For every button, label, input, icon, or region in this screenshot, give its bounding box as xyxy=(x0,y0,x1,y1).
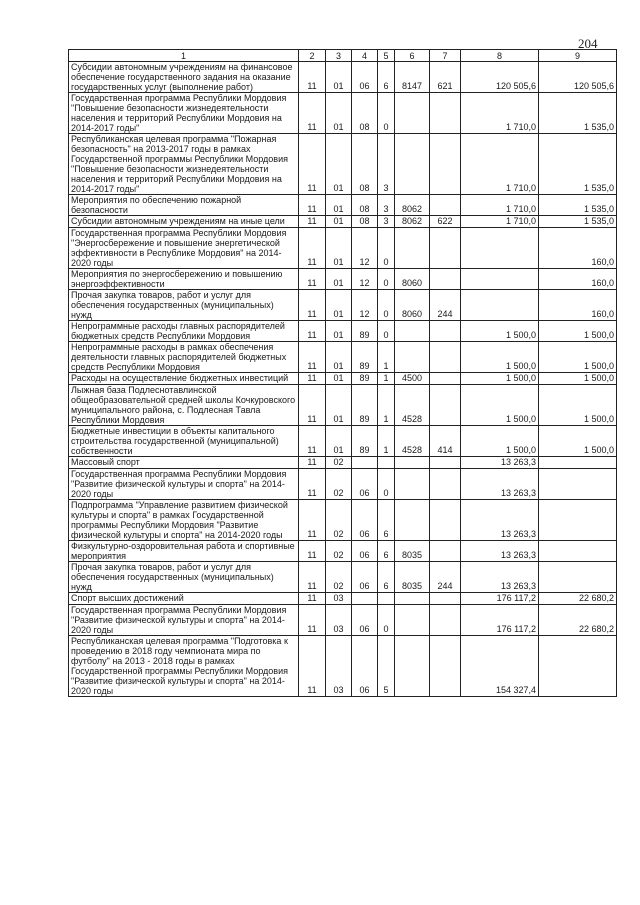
amount-cell xyxy=(461,228,539,269)
subsection-code-cell: 03 xyxy=(326,636,352,697)
direction-code-cell: 8035 xyxy=(395,541,430,562)
name-cell: Республиканская целевая программа "Пожарная безопасность" на 2013-2017 годы в рамках Государственной программы Республики Мордовия "Повышение безопасности жизнедеятельности населения и территорий Республики Мордовия на 2014-2017 годы" xyxy=(69,134,299,195)
program-code-cell xyxy=(352,593,378,605)
table-row xyxy=(69,290,617,321)
subsection-code-cell: 01 xyxy=(326,373,352,385)
program-code-cell: 89 xyxy=(352,373,378,385)
section-code-cell: 11 xyxy=(299,605,326,636)
amount-cell: 1 500,0 xyxy=(461,426,539,457)
section-code-cell: 11 xyxy=(299,228,326,269)
table-row xyxy=(69,426,617,457)
amount-cell: 1 500,0 xyxy=(539,385,617,426)
table-row xyxy=(69,636,617,697)
subprogram-code-cell: 0 xyxy=(378,469,395,500)
section-code-cell: 11 xyxy=(299,541,326,562)
section-code-cell: 11 xyxy=(299,134,326,195)
expense-type-cell xyxy=(430,469,461,500)
amount-cell xyxy=(461,290,539,321)
subprogram-code-cell: 6 xyxy=(378,62,395,93)
expense-type-cell xyxy=(430,541,461,562)
name-cell: Подпрограмма "Управление развитием физической культуры и спорта" в рамках Государственной программы Республики Мордовия "Развитие физической культуры и спорта" на 2014-2020 годы xyxy=(69,500,299,541)
column-header: 9 xyxy=(539,50,617,62)
subsection-code-cell: 01 xyxy=(326,195,352,216)
column-header: 8 xyxy=(461,50,539,62)
program-code-cell: 08 xyxy=(352,216,378,228)
table-row xyxy=(69,216,617,228)
program-code-cell: 06 xyxy=(352,636,378,697)
subsection-code-cell: 01 xyxy=(326,269,352,290)
expense-type-cell xyxy=(430,321,461,342)
amount-cell: 160,0 xyxy=(539,228,617,269)
direction-code-cell: 8060 xyxy=(395,290,430,321)
amount-cell: 176 117,2 xyxy=(461,605,539,636)
subprogram-code-cell xyxy=(378,457,395,469)
section-code-cell: 11 xyxy=(299,195,326,216)
expense-type-cell xyxy=(430,93,461,134)
expense-type-cell xyxy=(430,457,461,469)
amount-cell: 22 680,2 xyxy=(539,605,617,636)
amount-cell: 13 263,3 xyxy=(461,541,539,562)
subprogram-code-cell: 6 xyxy=(378,562,395,593)
table-row xyxy=(69,321,617,342)
table-row xyxy=(69,469,617,500)
name-cell: Субсидии автономным учреждениям на иные цели xyxy=(69,216,299,228)
direction-code-cell: 8062 xyxy=(395,216,430,228)
amount-cell: 1 535,0 xyxy=(539,195,617,216)
amount-cell xyxy=(539,541,617,562)
subprogram-code-cell: 1 xyxy=(378,385,395,426)
table-row xyxy=(69,134,617,195)
name-cell: Бюджетные инвестиции в объекты капитального строительства государственной (муниципальной) собственности xyxy=(69,426,299,457)
amount-cell: 13 263,3 xyxy=(461,469,539,500)
subprogram-code-cell: 0 xyxy=(378,290,395,321)
section-code-cell: 11 xyxy=(299,216,326,228)
subprogram-code-cell: 1 xyxy=(378,342,395,373)
amount-cell xyxy=(539,562,617,593)
table-row xyxy=(69,500,617,541)
section-code-cell: 11 xyxy=(299,562,326,593)
name-cell: Прочая закупка товаров, работ и услуг для обеспечения государственных (муниципальных) нужд xyxy=(69,290,299,321)
table-row xyxy=(69,373,617,385)
table-row xyxy=(69,562,617,593)
expense-type-cell: 622 xyxy=(430,216,461,228)
name-cell: Мероприятия по энергосбережению и повышению энергоэффективности xyxy=(69,269,299,290)
direction-code-cell: 4500 xyxy=(395,373,430,385)
name-cell: Массовый спорт xyxy=(69,457,299,469)
amount-cell: 13 263,3 xyxy=(461,562,539,593)
table-row xyxy=(69,457,617,469)
amount-cell: 1 500,0 xyxy=(539,342,617,373)
amount-cell xyxy=(539,636,617,697)
expense-type-cell xyxy=(430,269,461,290)
amount-cell xyxy=(461,269,539,290)
expense-type-cell xyxy=(430,228,461,269)
direction-code-cell xyxy=(395,457,430,469)
program-code-cell: 08 xyxy=(352,134,378,195)
program-code-cell: 89 xyxy=(352,321,378,342)
subsection-code-cell: 01 xyxy=(326,342,352,373)
subsection-code-cell: 02 xyxy=(326,541,352,562)
amount-cell: 1 535,0 xyxy=(539,93,617,134)
table-row xyxy=(69,195,617,216)
amount-cell: 1 500,0 xyxy=(539,373,617,385)
direction-code-cell: 8060 xyxy=(395,269,430,290)
program-code-cell: 12 xyxy=(352,269,378,290)
section-code-cell: 11 xyxy=(299,593,326,605)
table-row xyxy=(69,93,617,134)
table-row xyxy=(69,385,617,426)
program-code-cell: 08 xyxy=(352,195,378,216)
amount-cell: 160,0 xyxy=(539,269,617,290)
amount-cell: 1 500,0 xyxy=(461,321,539,342)
subsection-code-cell: 01 xyxy=(326,321,352,342)
name-cell: Непрограммные расходы в рамках обеспечения деятельности главных распорядителей бюджетных средств Республики Мордовия xyxy=(69,342,299,373)
amount-cell xyxy=(539,500,617,541)
subsection-code-cell: 01 xyxy=(326,216,352,228)
section-code-cell: 11 xyxy=(299,290,326,321)
amount-cell: 1 500,0 xyxy=(539,426,617,457)
subprogram-code-cell: 3 xyxy=(378,216,395,228)
table-row xyxy=(69,228,617,269)
direction-code-cell xyxy=(395,342,430,373)
subsection-code-cell: 01 xyxy=(326,134,352,195)
amount-cell: 13 263,3 xyxy=(461,500,539,541)
direction-code-cell xyxy=(395,593,430,605)
subsection-code-cell: 01 xyxy=(326,385,352,426)
amount-cell: 1 500,0 xyxy=(539,321,617,342)
amount-cell: 1 710,0 xyxy=(461,93,539,134)
subprogram-code-cell xyxy=(378,593,395,605)
section-code-cell: 11 xyxy=(299,321,326,342)
section-code-cell: 11 xyxy=(299,62,326,93)
expense-type-cell xyxy=(430,636,461,697)
subprogram-code-cell: 3 xyxy=(378,195,395,216)
table-body xyxy=(69,62,617,697)
program-code-cell: 06 xyxy=(352,605,378,636)
direction-code-cell: 4528 xyxy=(395,385,430,426)
name-cell: Государственная программа Республики Мордовия "Повышение безопасности жизнедеятельности населения и территорий Республики Мордовия на 2014-2017 годы" xyxy=(69,93,299,134)
section-code-cell: 11 xyxy=(299,373,326,385)
expense-type-cell xyxy=(430,605,461,636)
column-header: 6 xyxy=(395,50,430,62)
program-code-cell xyxy=(352,457,378,469)
column-header: 5 xyxy=(378,50,395,62)
direction-code-cell: 8062 xyxy=(395,195,430,216)
column-header: 2 xyxy=(299,50,326,62)
program-code-cell: 08 xyxy=(352,93,378,134)
program-code-cell: 06 xyxy=(352,469,378,500)
name-cell: Мероприятия по обеспечению пожарной безопасности xyxy=(69,195,299,216)
table-row xyxy=(69,541,617,562)
subprogram-code-cell: 0 xyxy=(378,321,395,342)
direction-code-cell: 4528 xyxy=(395,426,430,457)
budget-table xyxy=(68,49,617,697)
section-code-cell: 11 xyxy=(299,426,326,457)
program-code-cell: 89 xyxy=(352,426,378,457)
direction-code-cell xyxy=(395,605,430,636)
amount-cell xyxy=(539,469,617,500)
name-cell: Республиканская целевая программа "Подготовка к проведению в 2018 году чемпионата мира по футболу" на 2013 - 2018 годы в рамках Государственной программы Республики Мордовия "Развитие физической культуры и спорта" на 2014-2020 годы xyxy=(69,636,299,697)
amount-cell: 1 535,0 xyxy=(539,216,617,228)
program-code-cell: 89 xyxy=(352,385,378,426)
direction-code-cell xyxy=(395,636,430,697)
name-cell: Государственная программа Республики Мордовия "Развитие физической культуры и спорта" на 2014-2020 годы xyxy=(69,469,299,500)
expense-type-cell xyxy=(430,195,461,216)
section-code-cell: 11 xyxy=(299,500,326,541)
name-cell: Прочая закупка товаров, работ и услуг для обеспечения государственных (муниципальных) нужд xyxy=(69,562,299,593)
program-code-cell: 06 xyxy=(352,500,378,541)
subprogram-code-cell: 0 xyxy=(378,605,395,636)
amount-cell: 22 680,2 xyxy=(539,593,617,605)
amount-cell: 176 117,2 xyxy=(461,593,539,605)
amount-cell: 1 500,0 xyxy=(461,342,539,373)
subsection-code-cell: 03 xyxy=(326,605,352,636)
name-cell: Спорт высших достижений xyxy=(69,593,299,605)
header-row xyxy=(69,50,617,62)
amount-cell: 1 500,0 xyxy=(461,373,539,385)
expense-type-cell: 244 xyxy=(430,290,461,321)
table-row xyxy=(69,342,617,373)
subprogram-code-cell: 0 xyxy=(378,228,395,269)
subsection-code-cell: 02 xyxy=(326,469,352,500)
direction-code-cell: 8035 xyxy=(395,562,430,593)
amount-cell: 120 505,6 xyxy=(539,62,617,93)
expense-type-cell xyxy=(430,342,461,373)
subsection-code-cell: 01 xyxy=(326,426,352,457)
name-cell: Расходы на осуществление бюджетных инвестиций xyxy=(69,373,299,385)
program-code-cell: 89 xyxy=(352,342,378,373)
direction-code-cell xyxy=(395,134,430,195)
amount-cell: 1 500,0 xyxy=(461,385,539,426)
expense-type-cell xyxy=(430,500,461,541)
program-code-cell: 12 xyxy=(352,228,378,269)
amount-cell: 1 535,0 xyxy=(539,134,617,195)
subsection-code-cell: 03 xyxy=(326,593,352,605)
subsection-code-cell: 02 xyxy=(326,500,352,541)
table-row xyxy=(69,605,617,636)
amount-cell: 160,0 xyxy=(539,290,617,321)
subsection-code-cell: 01 xyxy=(326,62,352,93)
name-cell: Государственная программа Республики Мордовия "Развитие физической культуры и спорта" на 2014-2020 годы xyxy=(69,605,299,636)
subprogram-code-cell: 0 xyxy=(378,93,395,134)
name-cell: Лыжная база Подлеснотавлинской общеобразовательной средней школы Кочкуровского муниципального района, с. Подлесная Тавла Республики Мордовия xyxy=(69,385,299,426)
column-header: 3 xyxy=(326,50,352,62)
column-header: 1 xyxy=(69,50,299,62)
amount-cell: 1 710,0 xyxy=(461,134,539,195)
section-code-cell: 11 xyxy=(299,636,326,697)
subprogram-code-cell: 0 xyxy=(378,269,395,290)
name-cell: Физкультурно-оздоровительная работа и спортивные мероприятия xyxy=(69,541,299,562)
subsection-code-cell: 01 xyxy=(326,290,352,321)
expense-type-cell xyxy=(430,373,461,385)
expense-type-cell: 244 xyxy=(430,562,461,593)
direction-code-cell xyxy=(395,321,430,342)
subprogram-code-cell: 1 xyxy=(378,373,395,385)
expense-type-cell: 414 xyxy=(430,426,461,457)
direction-code-cell xyxy=(395,93,430,134)
direction-code-cell: 8147 xyxy=(395,62,430,93)
subsection-code-cell: 01 xyxy=(326,228,352,269)
section-code-cell: 11 xyxy=(299,385,326,426)
section-code-cell: 11 xyxy=(299,457,326,469)
subsection-code-cell: 01 xyxy=(326,93,352,134)
subsection-code-cell: 02 xyxy=(326,457,352,469)
column-header: 4 xyxy=(352,50,378,62)
amount-cell: 1 710,0 xyxy=(461,216,539,228)
table-row xyxy=(69,269,617,290)
subprogram-code-cell: 1 xyxy=(378,426,395,457)
subprogram-code-cell: 3 xyxy=(378,134,395,195)
amount-cell: 120 505,6 xyxy=(461,62,539,93)
amount-cell: 1 710,0 xyxy=(461,195,539,216)
column-header: 7 xyxy=(430,50,461,62)
subprogram-code-cell: 6 xyxy=(378,500,395,541)
subsection-code-cell: 02 xyxy=(326,562,352,593)
amount-cell: 154 327,4 xyxy=(461,636,539,697)
direction-code-cell xyxy=(395,228,430,269)
table-row xyxy=(69,593,617,605)
expense-type-cell xyxy=(430,134,461,195)
direction-code-cell xyxy=(395,469,430,500)
subprogram-code-cell: 5 xyxy=(378,636,395,697)
section-code-cell: 11 xyxy=(299,269,326,290)
expense-type-cell: 621 xyxy=(430,62,461,93)
expense-type-cell xyxy=(430,385,461,426)
table-row xyxy=(69,62,617,93)
amount-cell xyxy=(539,457,617,469)
name-cell: Непрограммные расходы главных распорядителей бюджетных средств Республики Мордовия xyxy=(69,321,299,342)
program-code-cell: 06 xyxy=(352,562,378,593)
subprogram-code-cell: 6 xyxy=(378,541,395,562)
direction-code-cell xyxy=(395,500,430,541)
program-code-cell: 12 xyxy=(352,290,378,321)
name-cell: Субсидии автономным учреждениям на финансовое обеспечение государственного задания на оказание государственных услуг (выполнение работ) xyxy=(69,62,299,93)
program-code-cell: 06 xyxy=(352,62,378,93)
section-code-cell: 11 xyxy=(299,342,326,373)
name-cell: Государственная программа Республики Мордовия "Энергосбережение и повышение энергетической эффективности в Республике Мордовия" на 2014-2020 годы xyxy=(69,228,299,269)
program-code-cell: 06 xyxy=(352,541,378,562)
page-number: 204 xyxy=(578,36,598,51)
section-code-cell: 11 xyxy=(299,469,326,500)
expense-type-cell xyxy=(430,593,461,605)
section-code-cell: 11 xyxy=(299,93,326,134)
amount-cell: 13 263,3 xyxy=(461,457,539,469)
